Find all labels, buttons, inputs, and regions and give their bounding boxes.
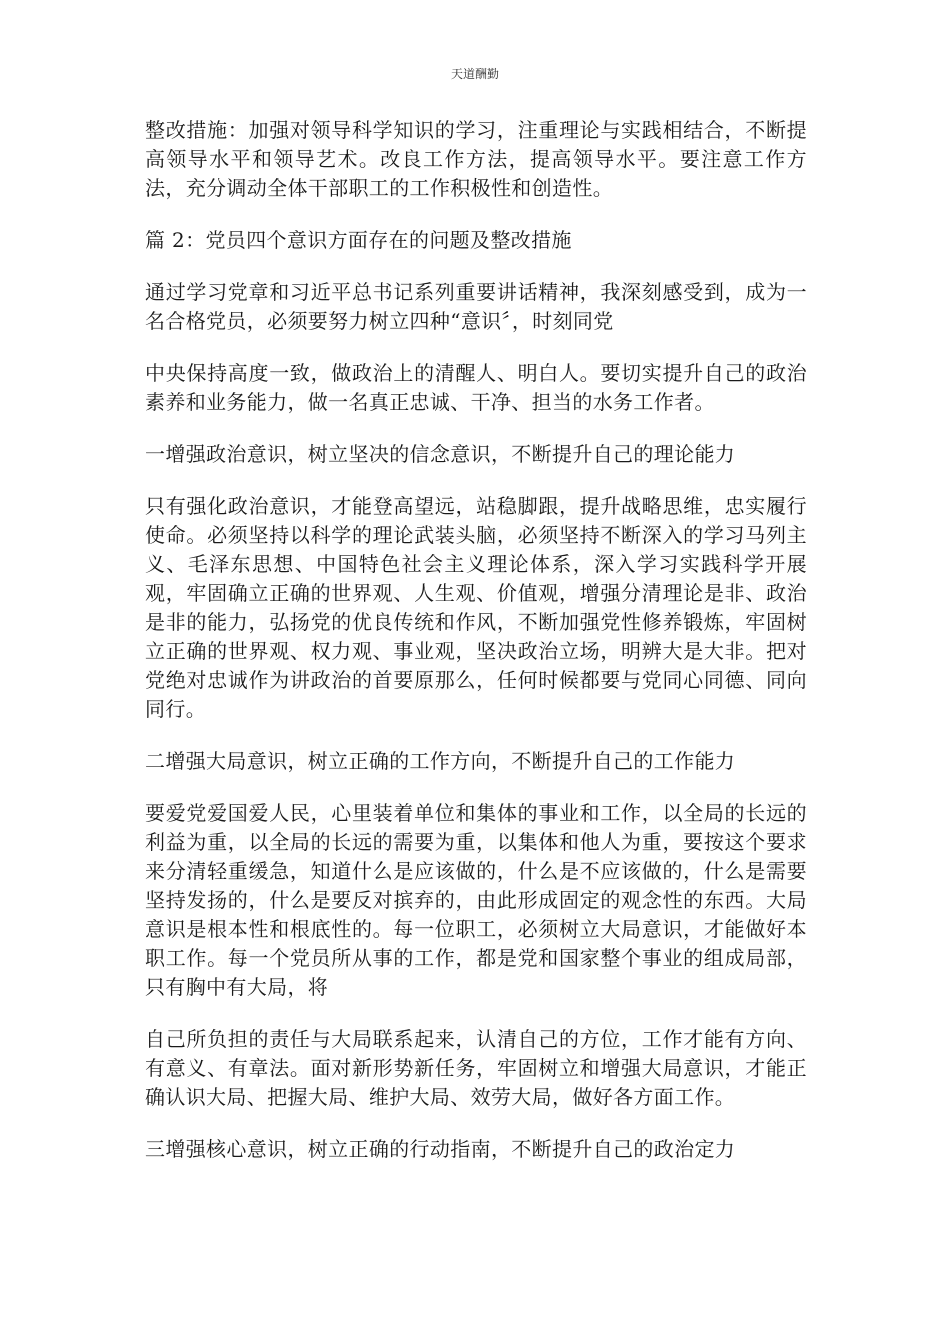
page-header: 天道酬勤 bbox=[450, 67, 499, 81]
paragraph-intro: 通过学习党章和习近平总书记系列重要讲话精神，我深刻感受到，成为一名合格党员，必须要努力树立四种“意识〞，时刻同党 bbox=[145, 280, 807, 333]
document-body bbox=[145, 116, 807, 1187]
subheading-political-awareness: 一增强政治意识，树立坚决的信念意识，不断提升自己的理论能力 bbox=[145, 442, 736, 466]
paragraph-intro-continued: 中央保持高度一致，做政治上的清醒人、明白人。要切实提升自己的政治素养和业务能力，做一名真正忠诚、干净、担当的水务工作者。 bbox=[145, 361, 807, 414]
paragraph-political-awareness: 只有强化政治意识，才能登高望远，站稳脚跟，提升战略思维，忠实履行使命。必须坚持以科学的理论武装头脑，必须坚持不断深入的学习马列主义、毛泽东思想、中国特色社会主义理论体系，深入学习实践科学开展观，牢固确立正确的世界观、人生观、价值观，增强分清理论是非、政治是非的能力，弘扬党的优良传统和作风，不断加强党性修养锻炼，牢固树立正确的世界观、权力观、事业观，坚决政治立场，明辨大是大非。把对党绝对忠诚作为讲政治的首要原那么，任何时候都要与党同心同德、同向同行。 bbox=[145, 494, 807, 721]
subheading-overall-awareness: 二增强大局意识，树立正确的工作方向，不断提升自己的工作能力 bbox=[145, 749, 736, 773]
section-heading-part-2: 篇 2：党员四个意识方面存在的问题及整改措施 bbox=[145, 228, 572, 252]
paragraph-overall-awareness: 要爱党爱国爱人民，心里装着单位和集体的事业和工作，以全局的长远的利益为重，以全局的长远的需要为重，以集体和他人为重，要按这个要求来分清轻重缓急，知道什么是应该做的，什么是不应该做的，什么是需要坚持发扬的，什么是要反对摈弃的，由此形成固定的观念性的东西。大局意识是根本性和根底性的。每一位职工，必须树立大局意识，才能做好本职工作。每一个党员所从事的工作，都是党和国家整个事业的组成局部，只有胸中有大局，将 bbox=[145, 801, 807, 999]
subheading-core-awareness: 三增强核心意识，树立正确的行动指南，不断提升自己的政治定力 bbox=[145, 1137, 736, 1161]
paragraph-overall-awareness-continued: 自己所负担的责任与大局联系起来，认清自己的方位，工作才能有方向、有意义、有章法。面对新形势新任务，牢固树立和增强大局意识，才能正确认识大局、把握大局、维护大局、效劳大局，做好各方面工作。 bbox=[145, 1027, 807, 1109]
paragraph-rectification-measures: 整改措施：加强对领导科学知识的学习，注重理论与实践相结合，不断提高领导水平和领导艺术。改良工作方法，提高领导水平。要注意工作方法，充分调动全体干部职工的工作积极性和创造性。 bbox=[145, 118, 807, 200]
